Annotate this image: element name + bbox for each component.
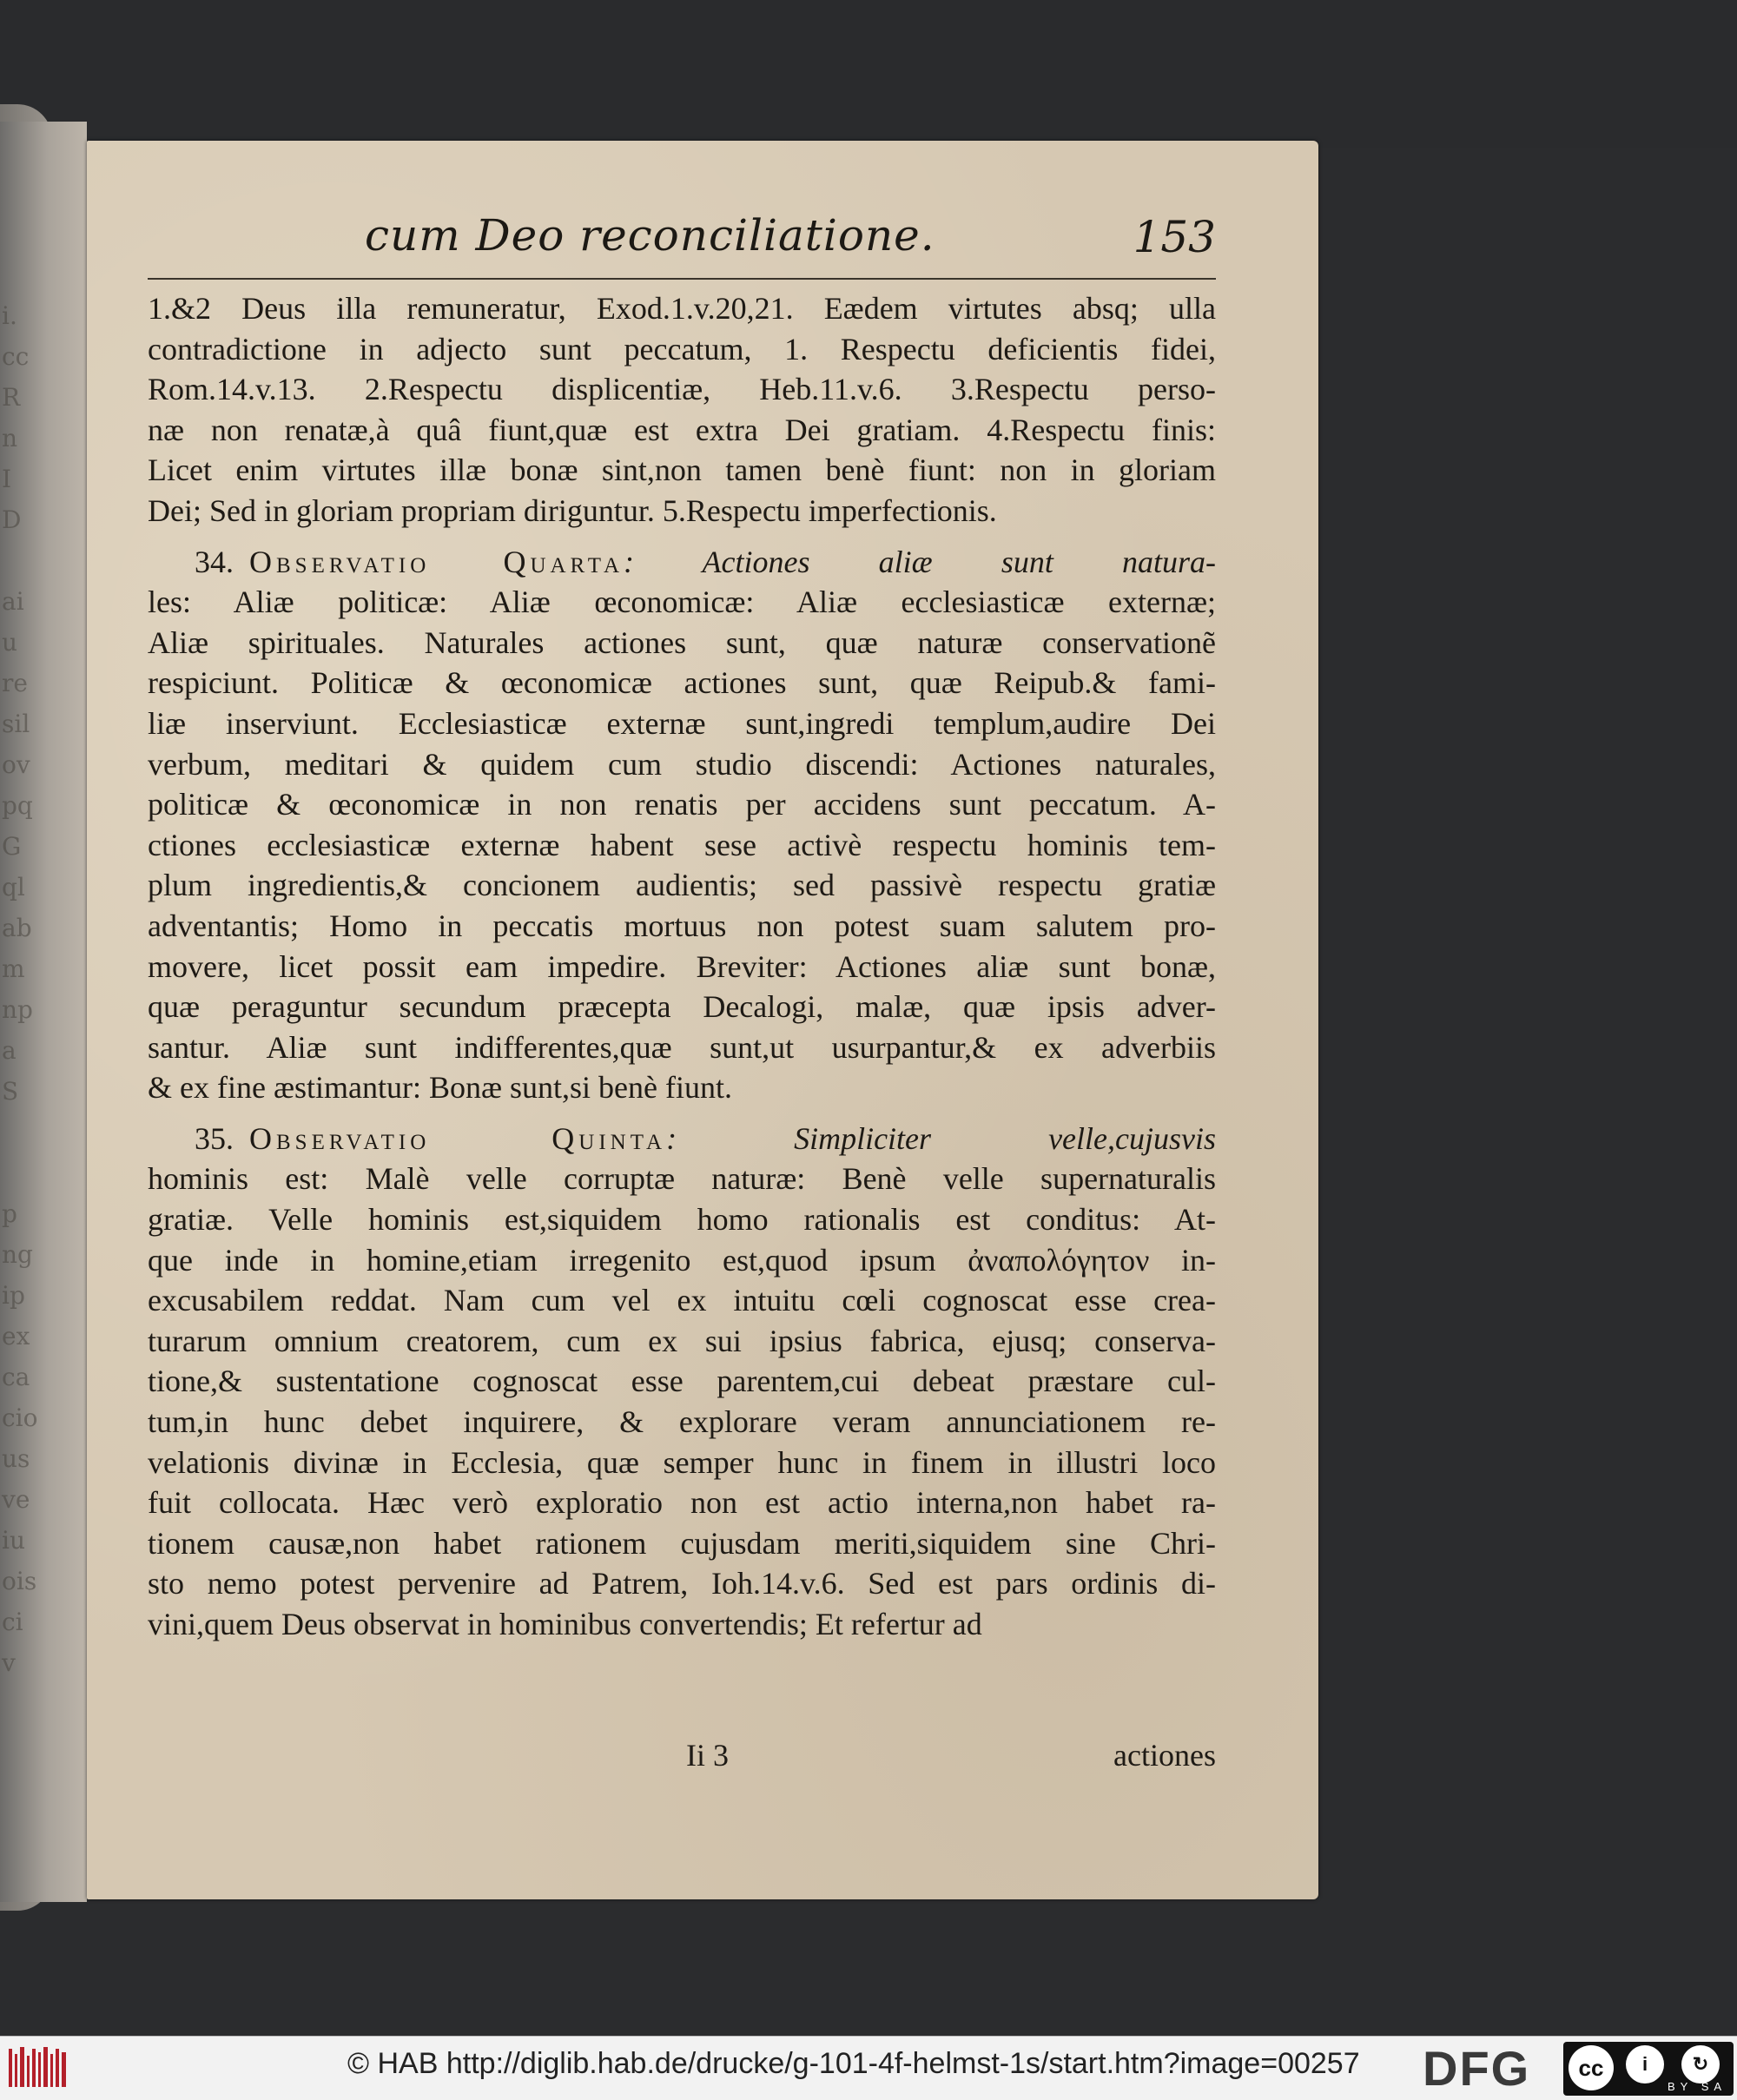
running-title: cum Deo reconciliatione. bbox=[365, 210, 935, 261]
facing-page-fragment bbox=[2, 1152, 36, 1193]
text-line: politicæ & œconomicæ in non renatis per accidens sunt peccatum. A- bbox=[148, 787, 1216, 822]
text-line: tum,in hunc debet inquirere, & explorare veram annunciationem re- bbox=[148, 1404, 1216, 1440]
facing-page-fragment: ois bbox=[2, 1567, 37, 1595]
attribution-icon: i bbox=[1626, 2045, 1664, 2083]
text-line: Licet enim virtutes illæ bonæ sint,non tamen benè fiunt: non in gloriam bbox=[148, 452, 1216, 488]
facing-page-fragment: m bbox=[2, 954, 25, 983]
facing-page-fragment: i. bbox=[2, 301, 17, 330]
facing-page-fragment: S bbox=[2, 1077, 19, 1106]
facing-page-fragment: n bbox=[2, 424, 18, 452]
text-line: liæ inserviunt. Ecclesiasticæ externæ sunt,ingredi templum,audire Dei bbox=[148, 705, 1216, 741]
paragraph-observatio-quinta bbox=[148, 1119, 1216, 1645]
scanner-background bbox=[0, 0, 1737, 148]
facing-page-fragment: ex bbox=[2, 1322, 30, 1350]
facing-page-fragment: R bbox=[2, 383, 21, 412]
text-line: plum ingredientis,& concionem audientis; sed passivè respectu gratiæ bbox=[148, 868, 1216, 903]
page-header bbox=[148, 210, 1216, 280]
section-number: 34. bbox=[195, 544, 234, 579]
facing-page-fragment: re bbox=[2, 669, 28, 697]
text-line: & ex fine æstimantur: Bonæ sunt,si benè fiunt. bbox=[148, 1070, 732, 1106]
facing-page-fragment: ng bbox=[2, 1240, 33, 1269]
facing-page-fragment: ci bbox=[2, 1608, 23, 1636]
text-line: contradictione in adjecto sunt peccatum, 1. Respectu deficientis fidei, bbox=[148, 331, 1216, 367]
text-line: 1.&2 Deus illa remuneratur, Exod.1.v.20,21. Eædem virtutes absq; ulla bbox=[148, 291, 1216, 326]
facing-page-fragment: ql bbox=[2, 873, 25, 901]
copyright-source-link[interactable]: © HAB http://diglib.hab.de/drucke/g-101-4f-helmst-1s/start.htm?image=00257 bbox=[347, 2047, 1360, 2080]
catchword: actiones bbox=[1113, 1738, 1216, 1773]
text-line: respiciunt. Politicæ & œconomicæ actiones sunt, quæ Reipub.& fami- bbox=[148, 665, 1216, 701]
text-line: fuit collocata. Hæc verò exploratio non est actio interna,non habet ra- bbox=[148, 1485, 1216, 1521]
license-label: BY SA bbox=[1668, 2080, 1727, 2093]
facing-page-fragment: np bbox=[2, 995, 33, 1024]
dfg-logo: DFG bbox=[1423, 2041, 1531, 2096]
text-line: velationis divinæ in Ecclesia, quæ semper hunc in finem in illustri loco bbox=[148, 1444, 1216, 1480]
paragraph-continuation bbox=[148, 288, 1216, 532]
facing-page-fragment: u bbox=[2, 628, 18, 657]
text-line: quæ peraguntur secundum præcepta Decalogi, malæ, quæ ipsis adver- bbox=[148, 989, 1216, 1025]
text-line bbox=[148, 542, 1216, 583]
library-barcode-logo-icon bbox=[5, 2044, 71, 2092]
section-thesis: : Simpliciter velle,cujusvis bbox=[666, 1120, 1216, 1156]
facing-page-fragment: pq bbox=[2, 791, 33, 820]
text-line: Rom.14.v.13. 2.Respectu displicentiæ, Heb.11.v.6. 3.Respectu perso- bbox=[148, 372, 1216, 407]
text-line: movere, licet possit eam impedire. Breviter: Actiones aliæ sunt bonæ, bbox=[148, 948, 1216, 984]
signature-mark: Ii 3 bbox=[686, 1738, 729, 1773]
page-number: 153 bbox=[1133, 212, 1216, 262]
text-line: Aliæ spirituales. Naturales actiones sunt, quæ naturæ conservationẽ bbox=[148, 624, 1216, 660]
text-line: tionem causæ,non habet rationem cujusdam meriti,siquidem sine Chri- bbox=[148, 1525, 1216, 1561]
text-line: santur. Aliæ sunt indifferentes,quæ sunt,ut usurpantur,& ex adverbiis bbox=[148, 1029, 1216, 1065]
page-footer bbox=[148, 1737, 1216, 1780]
facing-page-fragment: iu bbox=[2, 1526, 25, 1555]
paragraph-observatio-quarta bbox=[148, 542, 1216, 1108]
facing-page-fragment bbox=[2, 540, 36, 581]
header-rule bbox=[148, 278, 1216, 280]
creative-commons-license-badge[interactable] bbox=[1563, 2042, 1734, 2096]
text-line: que inde in homine,etiam irregenito est,quod ipsum ἀναπολόγητον in- bbox=[148, 1242, 1216, 1278]
text-line: sto nemo potest pervenire ad Patrem, Ioh.14.v.6. Sed est pars ordinis di- bbox=[148, 1566, 1216, 1601]
text-line: ctiones ecclesiasticæ externæ habent sese activè respectu hominis tem- bbox=[148, 827, 1216, 862]
text-line: verbum, meditari & quidem cum studio discendi: Actiones naturales, bbox=[148, 746, 1216, 782]
text-line: næ non renatæ,à quâ fiunt,quæ est extra Dei gratiam. 4.Respectu finis: bbox=[148, 412, 1216, 447]
text-line: tione,& sustentatione cognoscat esse parentem,cui debeat præstare cul- bbox=[148, 1364, 1216, 1399]
facing-page-fragment: ai bbox=[2, 587, 24, 616]
section-heading: Observatio Quinta bbox=[249, 1120, 667, 1156]
text-line: les: Aliæ politicæ: Aliæ œconomicæ: Aliæ ecclesiasticæ externæ; bbox=[148, 584, 1216, 620]
facing-page-fragment bbox=[2, 1112, 36, 1152]
facing-page-fragment: D bbox=[2, 505, 22, 534]
viewer-footer-bar bbox=[0, 2036, 1737, 2100]
facing-page-fragment: I bbox=[2, 465, 12, 493]
facing-page-fragment: ov bbox=[2, 750, 30, 779]
share-alike-icon: ↻ bbox=[1681, 2045, 1720, 2083]
facing-page-fragment: cc bbox=[2, 342, 30, 371]
facing-page-fragment: v bbox=[2, 1648, 16, 1677]
section-number: 35. bbox=[195, 1120, 234, 1156]
facing-page-fragment: ab bbox=[2, 914, 32, 942]
text-line: excusabilem reddat. Nam cum vel ex intuitu cœli cognoscat esse crea- bbox=[148, 1283, 1216, 1318]
facing-page-text-fragments bbox=[2, 295, 36, 1683]
text-line: vini,quem Deus observat in hominibus convertendis; Et refertur ad bbox=[148, 1607, 982, 1641]
text-line: adventantis; Homo in peccatis mortuus non potest suam salutem pro- bbox=[148, 908, 1216, 943]
text-line: turarum omnium creatorem, cum ex sui ipsius fabrica, ejusq; conserva- bbox=[148, 1323, 1216, 1358]
facing-page-fragment: G bbox=[2, 832, 22, 861]
text-line bbox=[148, 1119, 1216, 1159]
section-thesis: : Actiones aliæ sunt natura- bbox=[624, 544, 1216, 579]
body-text bbox=[148, 288, 1216, 1645]
facing-page-fragment: ve bbox=[2, 1485, 30, 1514]
text-line: Dei; Sed in gloriam propriam diriguntur. 5.Respectu imperfectionis. bbox=[148, 492, 997, 528]
section-heading: Observatio Quarta bbox=[249, 544, 624, 579]
facing-page-fragment: a bbox=[2, 1036, 17, 1065]
text-line: hominis est: Malè velle corruptæ naturæ: Benè velle supernaturalis bbox=[148, 1161, 1216, 1197]
text-line: gratiæ. Velle hominis est,siquidem homo rationalis est conditus: At- bbox=[148, 1202, 1216, 1238]
facing-page-fragment: cio bbox=[2, 1403, 38, 1432]
book-page bbox=[87, 141, 1318, 1899]
facing-page-fragment: p bbox=[2, 1199, 17, 1228]
facing-page-fragment: ca bbox=[2, 1363, 30, 1391]
cc-icon: cc bbox=[1569, 2045, 1614, 2090]
facing-page-fragment: sil bbox=[2, 710, 30, 738]
facing-page-fragment: us bbox=[2, 1444, 30, 1473]
facing-page-fragment: ip bbox=[2, 1281, 25, 1310]
